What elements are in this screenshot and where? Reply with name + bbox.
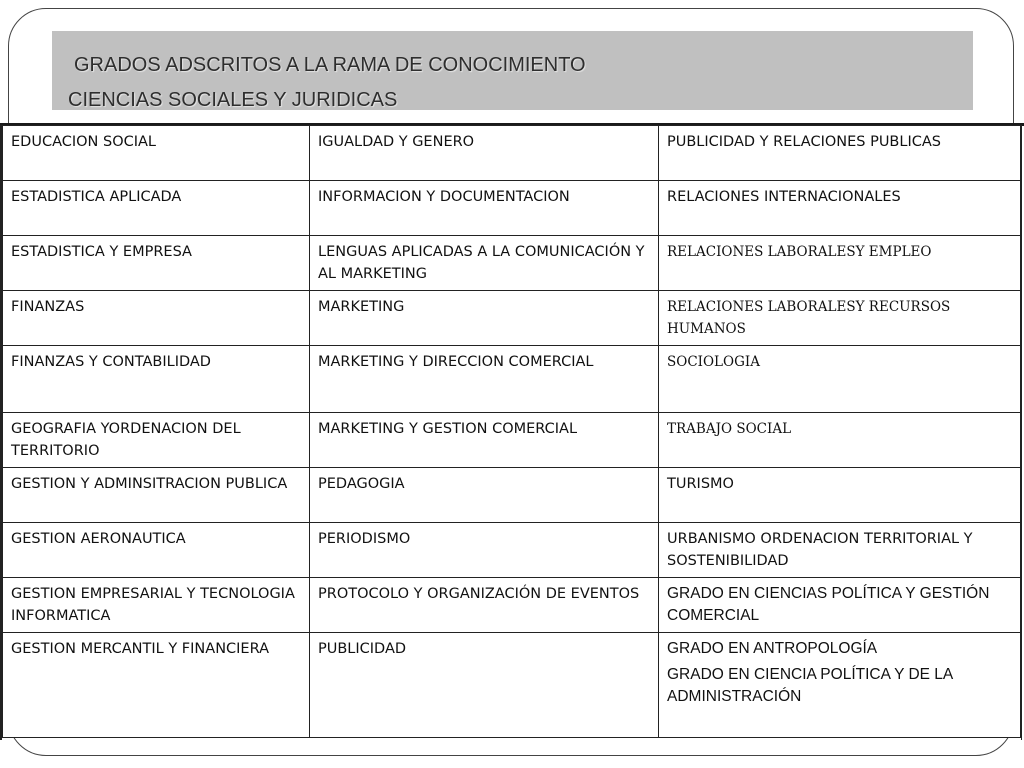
table-cell-multi xyxy=(659,633,1021,738)
table-cell: GEOGRAFIA YORDENACION DEL TERRITORIO xyxy=(3,413,310,468)
table-row xyxy=(3,291,1021,346)
table-cell: URBANISMO ORDENACION TERRITORIAL Y SOSTENIBILIDAD xyxy=(659,523,1021,578)
table-cell: GESTION EMPRESARIAL Y TECNOLOGIA INFORMATICA xyxy=(3,578,310,633)
table-cell: IGUALDAD Y GENERO xyxy=(310,126,659,181)
table-cell: MARKETING Y GESTION COMERCIAL xyxy=(310,413,659,468)
table-row xyxy=(3,126,1021,181)
table-cell: INFORMACION Y DOCUMENTACION xyxy=(310,181,659,236)
table-cell: EDUCACION SOCIAL xyxy=(3,126,310,181)
table-cell: RELACIONES LABORALESY RECURSOS HUMANOS xyxy=(659,291,1021,346)
table-right-edge xyxy=(1021,125,1022,740)
table-cell: ESTADISTICA Y EMPRESA xyxy=(3,236,310,291)
table-cell: TRABAJO SOCIAL xyxy=(659,413,1021,468)
table-cell: PUBLICIDAD xyxy=(310,633,659,738)
table-row xyxy=(3,468,1021,523)
table-cell: PROTOCOLO Y ORGANIZACIÓN DE EVENTOS xyxy=(310,578,659,633)
title-line-1: GRADOS ADSCRITOS A LA RAMA DE CONOCIMIENTO xyxy=(74,54,586,76)
table-row xyxy=(3,413,1021,468)
title-line-2: CIENCIAS SOCIALES Y JURIDICAS xyxy=(68,89,398,111)
table-cell: GESTION MERCANTIL Y FINANCIERA xyxy=(3,633,310,738)
table-cell: FINANZAS xyxy=(3,291,310,346)
table-cell: GESTION AERONAUTICA xyxy=(3,523,310,578)
table-cell: PEDAGOGIA xyxy=(310,468,659,523)
table-row xyxy=(3,523,1021,578)
table-cell: RELACIONES LABORALESY EMPLEO xyxy=(659,236,1021,291)
table-cell: ESTADISTICA APLICADA xyxy=(3,181,310,236)
table-cell: LENGUAS APLICADAS A LA COMUNICACIÓN Y AL MARKETING xyxy=(310,236,659,291)
table-cell: MARKETING xyxy=(310,291,659,346)
table-left-edge xyxy=(0,125,2,740)
table-cell: TURISMO xyxy=(659,468,1021,523)
cell-line-antropologia: GRADO EN ANTROPOLOGÍA xyxy=(667,640,878,657)
table-cell: FINANZAS Y CONTABILIDAD xyxy=(3,346,310,413)
table-cell: MARKETING Y DIRECCION COMERCIAL xyxy=(310,346,659,413)
table-row xyxy=(3,236,1021,291)
cell-line-ciencia-politica: GRADO EN CIENCIA POLÍTICA Y DE LA ADMINISTRACIÓN xyxy=(667,666,953,705)
table-cell: GESTION Y ADMINSITRACION PUBLICA xyxy=(3,468,310,523)
table-cell: RELACIONES INTERNACIONALES xyxy=(659,181,1021,236)
table-row xyxy=(3,181,1021,236)
table-row xyxy=(3,633,1021,738)
table-cell: PERIODISMO xyxy=(310,523,659,578)
table-cell: PUBLICIDAD Y RELACIONES PUBLICAS xyxy=(659,126,1021,181)
degree-table xyxy=(2,125,1021,738)
table-cell: GRADO EN CIENCIAS POLÍTICA Y GESTIÓN COMERCIAL xyxy=(659,578,1021,633)
table-row xyxy=(3,346,1021,413)
table-row xyxy=(3,578,1021,633)
table-cell: SOCIOLOGIA xyxy=(659,346,1021,413)
